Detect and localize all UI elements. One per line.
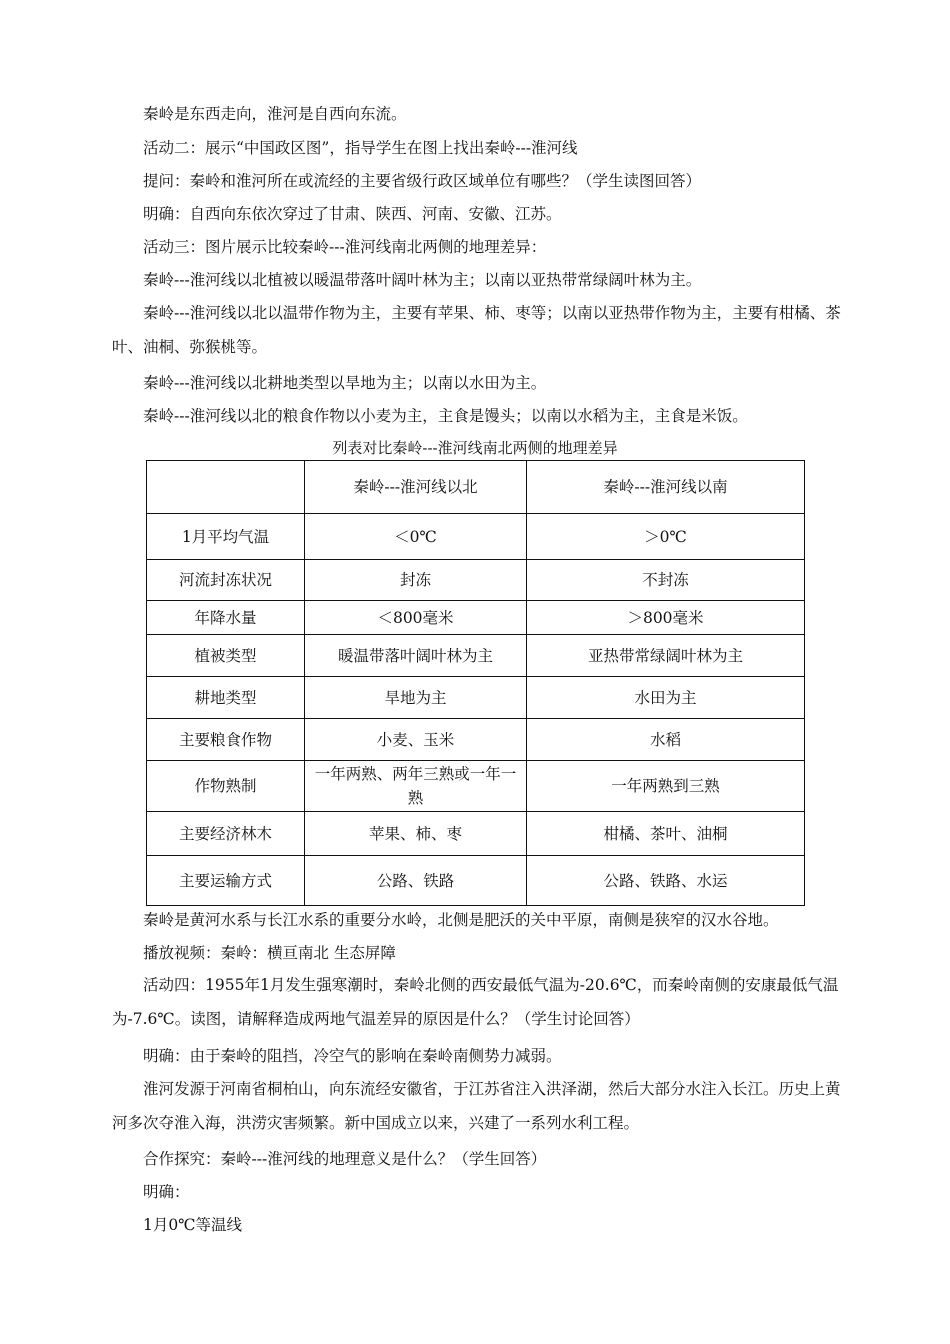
header-cell: [147, 461, 305, 514]
paragraph: 提问：秦岭和淮河所在或流经的主要省级行政区域单位有哪些？（学生读图回答）: [143, 172, 702, 190]
paragraph: 秦岭是黄河水系与长江水系的重要分水岭，北侧是肥沃的关中平原，南侧是狭窄的汉水谷地。: [143, 911, 779, 929]
table-caption: 列表对比秦岭---淮河线南北两侧的地理差异: [332, 439, 618, 457]
row-label: 1月平均气温: [147, 514, 305, 560]
south-cell: ＞800毫米: [527, 601, 805, 635]
north-cell: 苹果、柿、枣: [305, 812, 527, 856]
paragraph: 秦岭---淮河线以北植被以暖温带落叶阔叶林为主；以南以亚热带常绿阔叶林为主。: [143, 271, 702, 289]
north-cell: 一年两熟、两年三熟或一年一熟: [305, 761, 527, 812]
table-row: [147, 514, 805, 560]
north-cell: 旱地为主: [305, 677, 527, 719]
row-label: 植被类型: [147, 635, 305, 677]
table-row: [147, 812, 805, 856]
comparison-table: [146, 460, 805, 906]
paragraph: 播放视频：秦岭：横亘南北 生态屏障: [143, 944, 396, 962]
south-cell: 一年两熟到三熟: [527, 761, 805, 812]
table-row: [147, 677, 805, 719]
south-cell: 公路、铁路、水运: [527, 856, 805, 906]
south-cell: 不封冻: [527, 560, 805, 601]
row-label: 主要粮食作物: [147, 719, 305, 761]
north-cell: ＜0℃: [305, 514, 527, 560]
paragraph: 活动二：展示“中国政区图”，指导学生在图上找出秦岭---淮河线: [143, 139, 578, 157]
paragraph: 秦岭是东西走向，淮河是自西向东流。: [143, 105, 407, 123]
table-row: [147, 719, 805, 761]
paragraph: 合作探究：秦岭---淮河线的地理意义是什么？（学生回答）: [143, 1150, 547, 1168]
row-label: 耕地类型: [147, 677, 305, 719]
header-cell: 秦岭---淮河线以北: [305, 461, 527, 514]
paragraph: 明确：自西向东依次穿过了甘肃、陕西、河南、安徽、江苏。: [143, 205, 562, 223]
table-row: [147, 635, 805, 677]
paragraph: 活动四：1955年1月发生强寒潮时，秦岭北侧的西安最低气温为-20.6℃，而秦岭南侧的安康最低气温为-7.6℃。读图，请解释造成两地气温差异的原因是什么？（学生讨论回答）: [112, 976, 839, 1028]
paragraph: 活动三：图片展示比较秦岭---淮河线南北两侧的地理差异：: [143, 238, 547, 256]
row-label: 作物熟制: [147, 761, 305, 812]
south-cell: ＞0℃: [527, 514, 805, 560]
paragraph: 秦岭---淮河线以北以温带作物为主，主要有苹果、柿、枣等；以南以亚热带作物为主，主要有柑橘、茶叶、油桐、弥猴桃等。: [112, 304, 841, 356]
paragraph: 秦岭---淮河线以北耕地类型以旱地为主；以南以水田为主。: [143, 374, 547, 392]
south-cell: 水稻: [527, 719, 805, 761]
south-cell: 柑橘、茶叶、油桐: [527, 812, 805, 856]
table-header-row: [147, 461, 805, 514]
north-cell: 公路、铁路: [305, 856, 527, 906]
north-cell: 暖温带落叶阔叶林为主: [305, 635, 527, 677]
paragraph: 淮河发源于河南省桐柏山，向东流经安徽省，于江苏省注入洪泽湖，然后大部分水注入长江。历史上黄河多次夺淮入海，洪涝灾害频繁。新中国成立以来，兴建了一系列水利工程。: [112, 1080, 841, 1132]
table-row: [147, 856, 805, 906]
south-cell: 亚热带常绿阔叶林为主: [527, 635, 805, 677]
paragraph: 明确：由于秦岭的阻挡，冷空气的影响在秦岭南侧势力减弱。: [143, 1047, 562, 1065]
row-label: 主要经济林木: [147, 812, 305, 856]
row-label: 年降水量: [147, 601, 305, 635]
south-cell: 水田为主: [527, 677, 805, 719]
table-row: [147, 560, 805, 601]
row-label: 河流封冻状况: [147, 560, 305, 601]
header-cell: 秦岭---淮河线以南: [527, 461, 805, 514]
table-row: [147, 601, 805, 635]
paragraph: 1月0℃等温线: [143, 1216, 243, 1234]
table-row: [147, 761, 805, 812]
north-cell: 小麦、玉米: [305, 719, 527, 761]
north-cell: 封冻: [305, 560, 527, 601]
paragraph: 秦岭---淮河线以北的粮食作物以小麦为主，主食是馒头；以南以水稻为主，主食是米饭。: [143, 407, 748, 425]
north-cell: ＜800毫米: [305, 601, 527, 635]
paragraph: 明确：: [143, 1183, 190, 1201]
row-label: 主要运输方式: [147, 856, 305, 906]
